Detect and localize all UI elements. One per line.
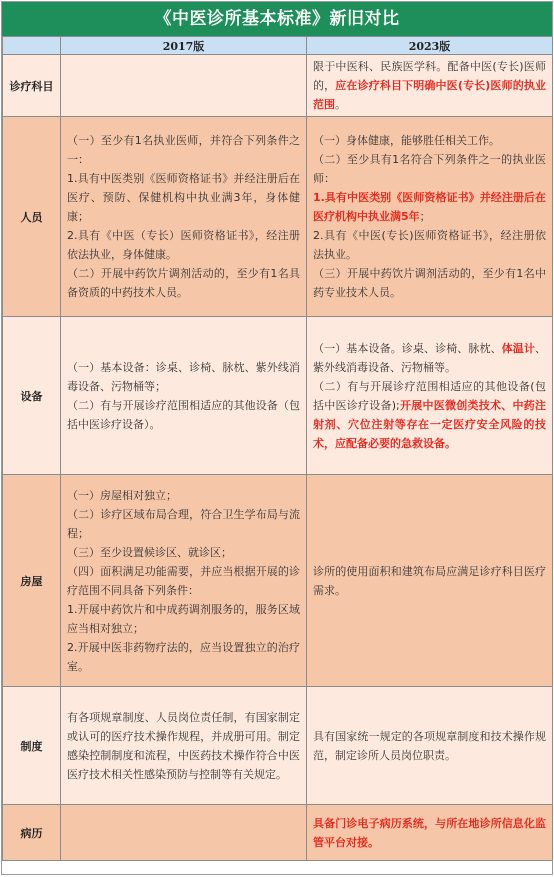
new-records-highlight: 具备门诊电子病历系统，与所在地诊所信息化监管平台对接。 [313, 816, 546, 849]
old-rules [61, 687, 307, 805]
old-staff-line-2: 1.具有中医类别《医师资格证书》并经注册后在医疗、预防、保健机构中执业满3年，身体健康； [67, 172, 300, 223]
new-equipment-highlight-2: 开展中医微创类技术、中药注射剂、穴位注射等存在一定医疗安全风险的技术，应配备必要的急救设备。 [313, 398, 546, 450]
table-row-diagnosis [3, 55, 553, 117]
comparison-sheet [1, 1, 553, 875]
old-premises [61, 475, 307, 687]
table-row-equipment [3, 317, 553, 475]
new-premises-text: 诊所的使用面积和建筑布局应满足诊疗科目医疗需求。 [313, 564, 546, 597]
old-records [61, 805, 307, 861]
table-row-rules [3, 687, 553, 805]
new-staff [307, 117, 553, 317]
old-staff-line-4: （二）开展中药饮片调剂活动的，至少有1名具备资质的中药技术人员。 [67, 267, 300, 299]
new-premises [307, 475, 553, 687]
new-staff-line-4: 2.具有《中医(专长)医师资格证书》，经注册依法执业。 [313, 229, 546, 261]
old-staff-line-1: （一）至少有1名执业医师，并符合下列条件之一： [67, 134, 300, 166]
new-staff-line-5: （三）开展中药饮片调剂活动的，至少有1名中药专业技术人员。 [313, 267, 546, 299]
new-diagnosis-text-1: 限于中医科、民族医学科。配备中医(专长)医师的， [313, 60, 546, 92]
row-label-rules: 制度 [3, 687, 61, 805]
old-equipment-line-2: （二）有与开展诊疗范围相适应的其他设备（包括中医诊疗设备）。 [67, 398, 300, 431]
old-premises-line-6: 2.开展中医非药物疗法的，应当设置独立的治疗室。 [67, 640, 300, 673]
new-equipment-text-3: 、紫外线消毒设备、污物桶等。 [313, 341, 547, 374]
table-row-staff [3, 117, 553, 317]
row-label-records: 病历 [3, 805, 61, 861]
row-label-premises: 房屋 [3, 475, 61, 687]
old-equipment-line-1: （一）基本设备：诊桌、诊椅、脉枕、紫外线消毒设备、污物桶等； [67, 360, 300, 393]
new-diagnosis-text-3: 。 [335, 98, 346, 111]
old-staff [61, 117, 307, 317]
new-equipment-highlight-1: 体温计 [501, 341, 536, 355]
old-premises-line-4: （四）面积满足功能需要，并应当根据开展的诊疗范围不同具备下列条件： [67, 564, 300, 597]
row-label-staff: 人员 [3, 117, 61, 317]
header-2017: 2017版 [61, 37, 307, 55]
table-row-premises [3, 475, 553, 687]
new-diagnosis [307, 55, 553, 117]
new-staff-line-3-tail: ； [419, 210, 431, 223]
old-premises-line-2: （二）诊疗区域布局合理，符合卫生学布局与流程； [67, 507, 300, 540]
new-staff-line-2: （二）至少具有1名符合下列条件之一的执业医师： [313, 153, 546, 185]
new-staff-highlight: 1.具有中医类别《医师资格证书》并经注册后在医疗机构中执业满5年 [313, 191, 546, 223]
new-equipment-text-4: （二）有与开展诊疗范围相适应的其他设备(包括中医诊疗设备); [313, 379, 546, 412]
new-staff-line-1: （一）身体健康，能够胜任相关工作。 [313, 134, 500, 147]
comparison-table [2, 36, 553, 861]
table-header-row [3, 37, 553, 55]
new-equipment-text-1: （一）基本设备。诊桌、诊椅、脉枕、 [313, 341, 502, 355]
new-records [307, 805, 553, 861]
old-premises-line-3: （三）至少设置候诊区、就诊区； [67, 545, 232, 559]
old-rules-text: 有各项规章制度、人员岗位责任制，有国家制定或认可的医疗技术操作规程，并成册可用。制定感染控制制度和流程，中医药技术操作符合中医医疗技术相关性感染预防与控制等有关规定。 [67, 710, 300, 781]
old-premises-line-5: 1.开展中药饮片和中成药调剂服务的，服务区域应当相对独立； [67, 602, 300, 635]
new-diagnosis-highlight: 应在诊疗科目下明确中医(专长)医师的执业范围 [313, 79, 546, 111]
row-label-equipment: 设备 [3, 317, 61, 475]
old-equipment [61, 317, 307, 475]
new-equipment [307, 317, 553, 475]
old-premises-line-1: （一）房屋相对独立； [67, 488, 177, 502]
page-title: 《中医诊所基本标准》新旧对比 [2, 2, 552, 36]
old-diagnosis [61, 55, 307, 117]
row-label-diagnosis: 诊疗科目 [3, 55, 61, 117]
header-2023: 2023版 [307, 37, 553, 55]
new-rules [307, 687, 553, 805]
old-staff-line-3: 2.具有《中医（专长）医师资格证书》，经注册依法执业，身体健康。 [67, 229, 300, 261]
header-blank-cell [3, 37, 61, 55]
table-row-records [3, 805, 553, 861]
new-rules-text: 具有国家统一规定的各项规章制度和技术操作规范，制定诊所人员岗位职责。 [313, 729, 546, 762]
